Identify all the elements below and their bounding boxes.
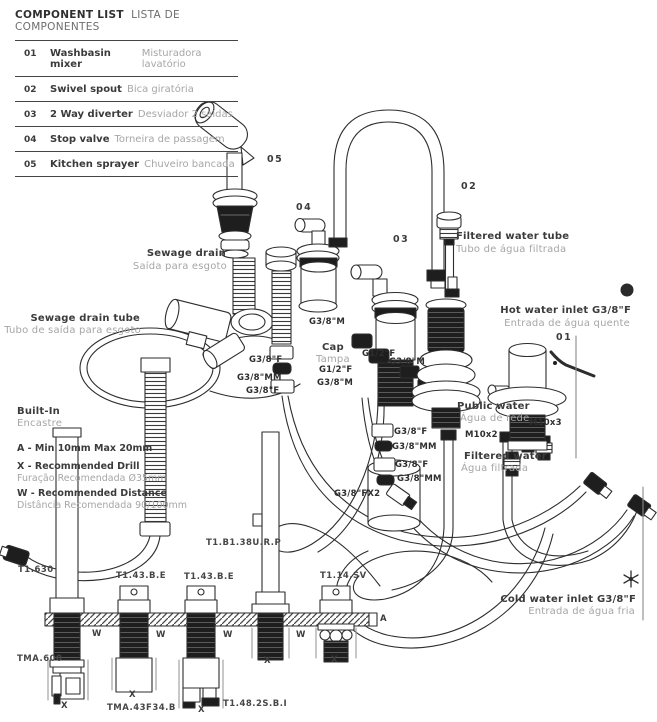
fitting-g12f-right: G1/2"F <box>362 349 396 359</box>
label-filtered-water-tube-en: Filtered water tube <box>456 231 570 242</box>
callout-03: 03 <box>393 234 410 245</box>
part-t114sv <box>316 586 356 662</box>
label-cap-en: Cap <box>322 342 344 353</box>
fitting-m10x2: M10x2 <box>465 430 498 440</box>
label-filtered-water-pt: Água filtrada <box>461 463 529 474</box>
label-filtered-water-en: Filtered water <box>464 451 547 462</box>
swivel-spout <box>329 110 448 288</box>
label-built-in-en: Built-In <box>17 406 60 417</box>
component-row-02: 02 Swivel spout Bica giratória <box>15 76 238 101</box>
component-list-title-pt: LISTA DE COMPONENTES <box>15 9 180 33</box>
note-w-pt: Distância Recomendada 90/100mm <box>17 500 188 511</box>
stop-valve <box>295 219 339 313</box>
label-sewage-drain-tube-en: Sewage drain tube <box>30 313 140 324</box>
dim-x3: X <box>198 705 205 715</box>
callout-04: 04 <box>296 202 313 213</box>
dim-w4: W <box>296 630 306 640</box>
part-label-t143be-2: T1.43.B.E <box>184 572 235 582</box>
label-hot-water-inlet-en: Hot water inlet G3/8"F <box>500 305 631 316</box>
note-x-en: X - Recommended Drill <box>17 461 140 472</box>
fitting-g38f-r1: G3/8"F <box>394 427 428 437</box>
fitting-g38m-left: G3/8"M <box>317 378 353 388</box>
callout-01: 01 <box>556 332 573 343</box>
hot-water-icon <box>621 284 634 297</box>
note-w-en: W - Recommended Distance <box>17 488 167 499</box>
part-label-t143be-1: T1.43.B.E <box>116 571 167 581</box>
component-list <box>15 6 238 177</box>
label-public-water-en: Public water <box>457 401 530 412</box>
component-list-header <box>15 6 238 40</box>
fitting-g38m-top: G3/8"M <box>309 317 345 327</box>
dim-x2: X <box>129 690 136 700</box>
label-sewage-drain-en: Sewage drain <box>146 248 226 259</box>
label-public-water-pt: Água de rede <box>460 413 530 424</box>
label-sewage-drain-tube-pt: Tubo de saída para esgoto <box>4 325 141 336</box>
component-list-title-en: COMPONENT LIST <box>15 9 124 21</box>
label-hot-water-inlet-pt: Entrada de água quente <box>504 318 630 329</box>
label-sewage-drain-pt: Saída para esgoto <box>132 261 227 272</box>
fitting-g38m-right: G3/8"M <box>389 357 425 367</box>
cold-water-icon <box>624 571 638 587</box>
dim-a: A <box>380 614 387 624</box>
note-a: A - Min 10mm Max 20mm <box>17 443 153 454</box>
sewage-drain-assembly <box>160 189 273 371</box>
dim-x1: X <box>61 701 68 711</box>
fitting-g38f-r2: G3/8"F <box>395 460 429 470</box>
note-x-pt: Furação Recomendada Ø35mm <box>17 473 167 484</box>
dim-w1: W <box>92 629 102 639</box>
part-label-t1630: T1.630 <box>18 565 54 575</box>
component-row-04: 04 Stop valve Torneira de passagem <box>15 126 238 151</box>
part-label-t1b138urp: T1.B1.38U.R.P <box>206 538 282 548</box>
fitting-g38mm-r1: G3/8"MM <box>392 442 437 452</box>
part-label-tma600: TMA.600 <box>17 654 63 664</box>
fitting-g38mm-left: G3/8"MM <box>237 373 282 383</box>
label-cold-water-inlet-en: Cold water inlet G3/8"F <box>500 594 636 605</box>
fitting-g38f-left1: G3/8"F <box>249 355 283 365</box>
part-label-t1482sbi: T1.48.2S.B.I <box>223 699 288 709</box>
part-label-tma43f34b: TMA.43F34.B <box>107 703 176 713</box>
part-t143be-2 <box>179 586 223 708</box>
label-cold-water-inlet-pt: Entrada de água fria <box>528 606 635 617</box>
dim-w3: W <box>223 630 233 640</box>
fitting-g12f-left: G1/2"F <box>319 365 353 375</box>
dim-x5: X <box>331 655 338 665</box>
component-row-05: 05 Kitchen sprayer Chuveiro bancada <box>15 151 238 177</box>
fitting-g38f-left2: G3/8"F <box>246 386 280 396</box>
part-label-t114sv: T1.14.SV <box>320 571 367 581</box>
fitting-g38fx2: G3/8"FX2 <box>334 489 381 499</box>
fitting-m10x3: M10x3 <box>529 418 562 428</box>
callout-02: 02 <box>461 181 478 192</box>
label-filtered-water-tube-pt: Tubo de água filtrada <box>456 244 567 255</box>
dim-x4: X <box>264 656 271 666</box>
component-row-01: 01 Washbasin mixer Misturadora lavatório <box>15 40 238 76</box>
dim-w2: W <box>156 630 166 640</box>
label-cap-pt: Tampa <box>316 354 350 365</box>
label-built-in-pt: Encastre <box>17 418 63 429</box>
fitting-g38mm-r2: G3/8"MM <box>397 474 442 484</box>
component-row-03: 03 2 Way diverter Desviador 2 saídas <box>15 101 238 126</box>
callout-05: 05 <box>267 154 284 165</box>
part-t143be-1 <box>112 586 156 692</box>
